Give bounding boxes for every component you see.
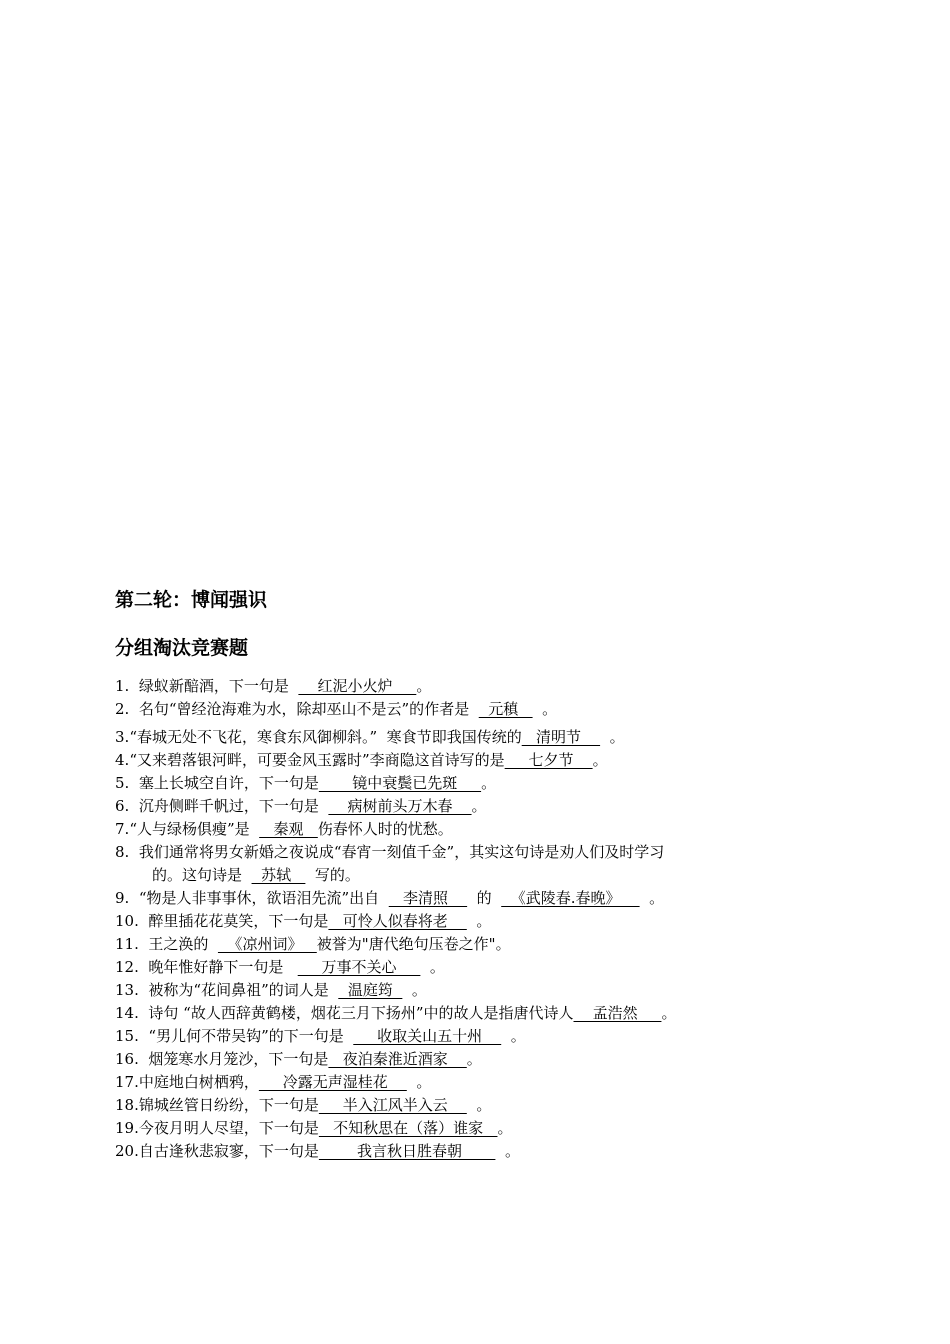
answer-text: 冷露无声湿桂花 [258, 1073, 407, 1091]
answer-text: 《武陵春.春晚》 [501, 889, 640, 907]
answer-text: 万事不关心 [297, 958, 421, 976]
answer-text: 我言秋日胜春朝 [318, 1142, 496, 1160]
list-item: 7.“人与绿杨俱瘦”是 秦观 伤春怀人时的忧愁。 [115, 820, 453, 838]
list-item: 17.中庭地白树栖鸦， 冷露无声湿桂花 。 [115, 1073, 432, 1091]
list-item: 12. 晚年惟好静下一句是 万事不关心 。 [115, 958, 445, 976]
answer-text: 苏轼 [251, 866, 306, 884]
answer-text: 收取关山五十州 [353, 1027, 502, 1045]
answer-text: 李清照 [388, 889, 468, 907]
answer-text: 清明节 [521, 728, 601, 746]
list-item: 4.“又来碧落银河畔，可要金风玉露时”李商隐这首诗写的是 七夕节 。 [115, 751, 608, 769]
list-item: 1. 绿蚁新醅酒，下一句是 红泥小火炉 。 [115, 677, 432, 695]
question-list [115, 675, 840, 1163]
list-item: 15. “男儿何不带吴钩”的下一句是 收取关山五十州 。 [115, 1027, 526, 1045]
list-item: 9. “物是人非事事休，欲语泪先流”出自 李清照 的 《武陵春.春晚》 。 [115, 889, 665, 907]
answer-text: 红泥小火炉 [298, 677, 417, 695]
answer-text: 孟浩然 [573, 1004, 662, 1022]
list-item: 19.今夜月明人尽望，下一句是 不知秋思在（落）谁家 。 [115, 1119, 513, 1137]
list-item-continuation: 的。这句诗是 苏轼 写的。 [152, 866, 360, 884]
answer-text: 半入江风半入云 [318, 1096, 467, 1114]
list-item: 11. 王之涣的 《凉州词》 被誉为"唐代绝句压卷之作"。 [115, 935, 511, 953]
list-item: 16. 烟笼寒水月笼沙，下一句是 夜泊秦淮近酒家 。 [115, 1050, 482, 1068]
answer-text: 镜中衰鬓已先斑 [318, 774, 482, 792]
list-item: 20.自古逢秋悲寂寥，下一句是 我言秋日胜春朝 。 [115, 1142, 520, 1160]
list-item: 3.“春城无处不飞花，寒食东风御柳斜。” 寒食节即我国传统的 清明节 。 [115, 728, 625, 746]
list-item: 5. 塞上长城空自许，下一句是 镜中衰鬓已先斑 。 [115, 774, 497, 792]
answer-text: 秦观 [259, 820, 318, 838]
list-item: 2. 名句“曾经沧海难为水，除却巫山不是云”的作者是 元稹 。 [115, 700, 558, 718]
answer-text: 元稹 [478, 700, 533, 718]
list-item: 14. 诗句 “故人西辞黄鹤楼，烟花三月下扬州”中的故人是指唐代诗人 孟浩然 。 [115, 1004, 677, 1022]
answer-text: 温庭筠 [338, 981, 403, 999]
answer-text: 《凉州词》 [217, 935, 317, 953]
answer-text: 病树前头万木春 [328, 797, 472, 815]
answer-text: 夜泊秦淮近酒家 [328, 1050, 467, 1068]
subtitle: 分组淘汰竞赛题 [115, 637, 249, 659]
answer-text: 不知秋思在（落）谁家 [318, 1119, 498, 1137]
list-item: 18.锦城丝管日纷纷，下一句是 半入江风半入云 。 [115, 1096, 492, 1114]
list-item: 10. 醉里插花花莫笑，下一句是 可怜人似春将老 。 [115, 912, 492, 930]
list-item: 6. 沉舟侧畔千帆过，下一句是 病树前头万木春 。 [115, 797, 487, 815]
answer-text: 可怜人似春将老 [328, 912, 467, 930]
section-title: 第二轮：博闻强识 [115, 589, 268, 611]
list-item: 8. 我们通常将男女新婚之夜说成“春宵一刻值千金”，其实这句诗是劝人们及时学习 [115, 843, 665, 861]
answer-text: 七夕节 [504, 751, 593, 769]
list-item: 13. 被称为“花间鼻祖”的词人是 温庭筠 。 [115, 981, 427, 999]
